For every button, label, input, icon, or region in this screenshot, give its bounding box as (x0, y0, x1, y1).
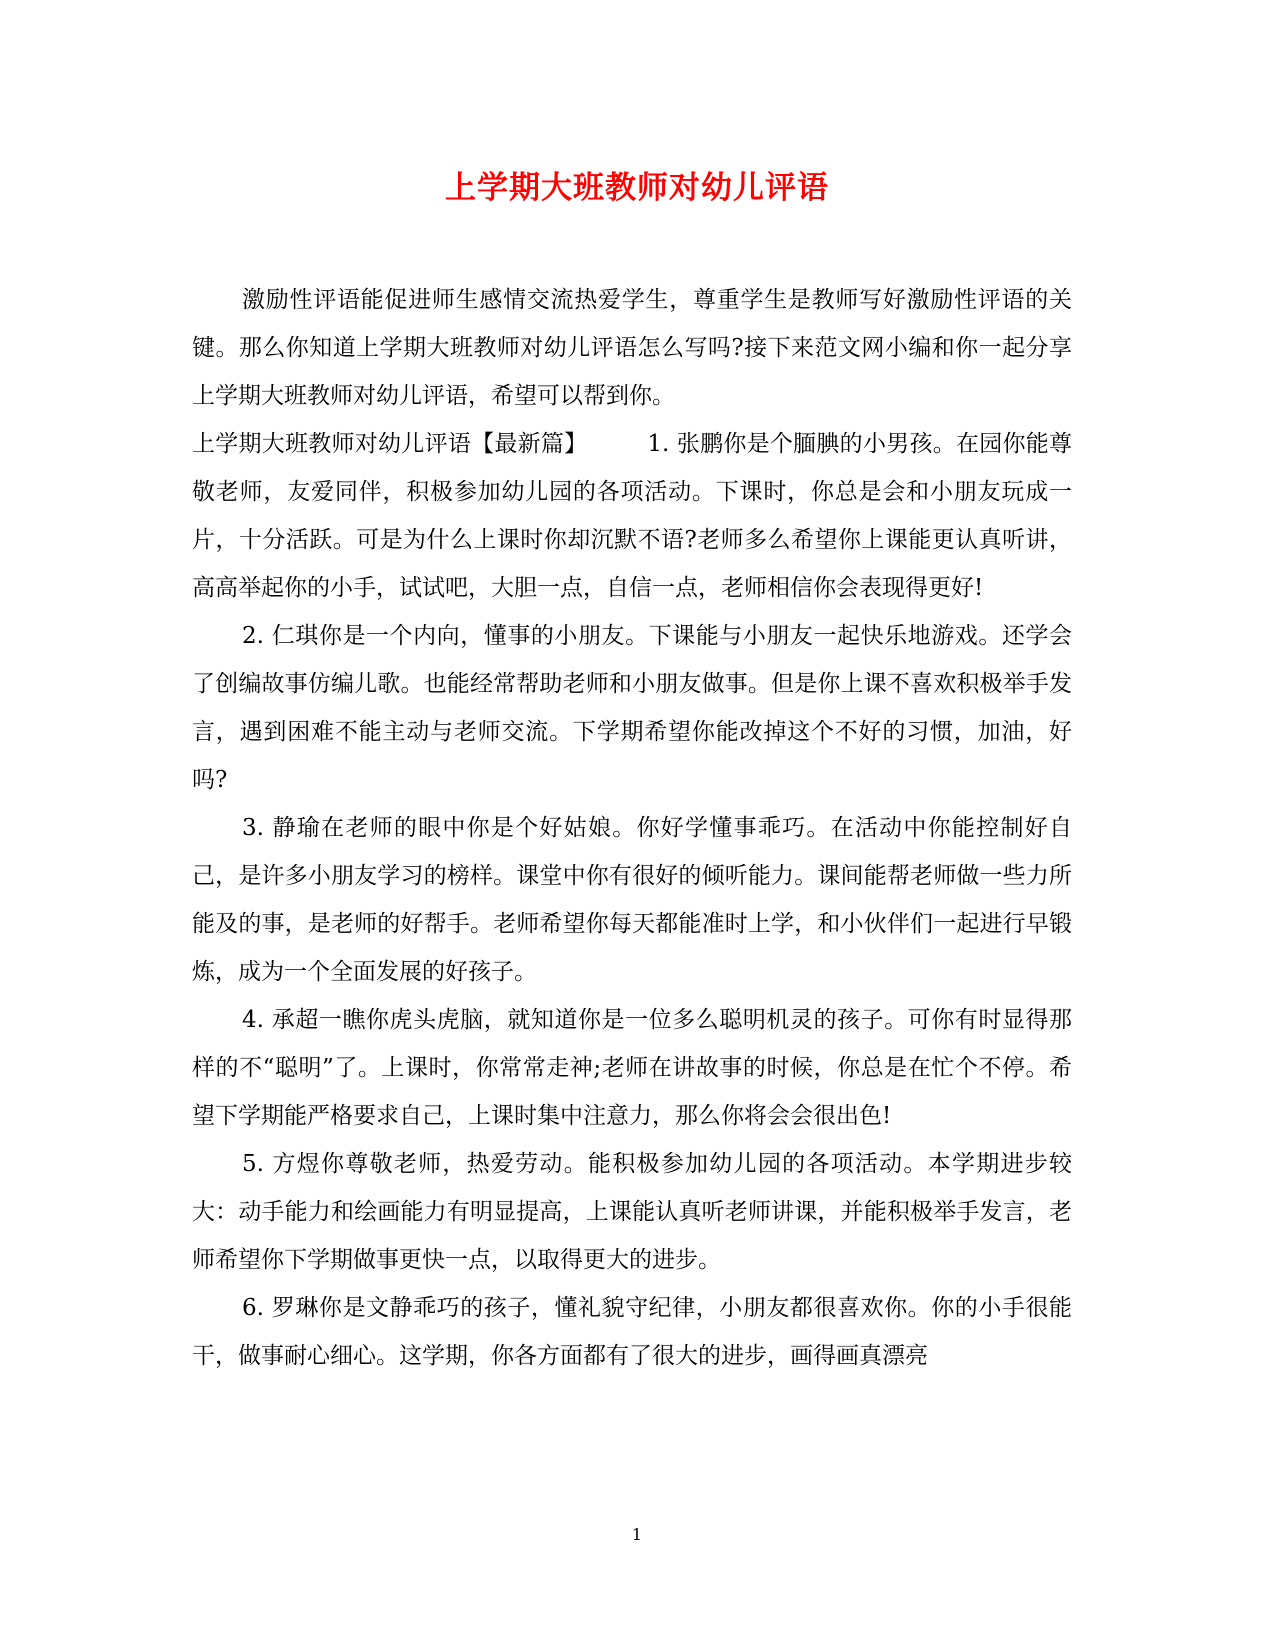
evaluation-item-1: 1. 张鹏你是个腼腆的小男孩。在园你能尊敬老师，友爱同伴，积极参加幼儿园的各项活动。下课时，你总是会和小朋友玩成一片，十分活跃。可是为什么上课时你却沉默不语?老师多么希望你上课能更认真听讲，高高举起你的小手，试试吧，大胆一点，自信一点，老师相信你会表现得更好! (192, 431, 1072, 601)
evaluation-item-4: 4. 承超一瞧你虎头虎脑，就知道你是一位多么聪明机灵的孩子。可你有时显得那样的不“聪明”了。上课时，你常常走神;老师在讲故事的时候，你总是在忙个不停。希望下学期能严格要求自己，上课时集中注意力，那么你将会会很出色! (192, 1007, 1072, 1129)
section-paragraph (192, 420, 1072, 612)
evaluation-item-6: 6. 罗琳你是文静乖巧的孩子，懂礼貌守纪律，小朋友都很喜欢你。你的小手很能干，做事耐心细心。这学期，你各方面都有了很大的进步，画得画真漂亮 (192, 1295, 1072, 1369)
document-body (192, 276, 1072, 1380)
evaluation-item-3: 3. 静瑜在老师的眼中你是个好姑娘。你好学懂事乖巧。在活动中你能控制好自己，是许多小朋友学习的榜样。课堂中你有很好的倾听能力。课间能帮老师做一些力所能及的事，是老师的好帮手。老师希望你每天都能准时上学，和小伙伴们一起进行早锻炼，成为一个全面发展的好孩子。 (192, 815, 1072, 985)
evaluation-item-2: 2. 仁琪你是一个内向，懂事的小朋友。下课能与小朋友一起快乐地游戏。还学会了创编故事仿编儿歌。也能经常帮助老师和小朋友做事。但是你上课不喜欢积极举手发言，遇到困难不能主动与老师交流。下学期希望你能改掉这个不好的习惯，加油，好吗? (192, 623, 1072, 793)
section-heading: 上学期大班教师对幼儿评语【最新篇】 (192, 431, 588, 457)
page-number: 1 (631, 1525, 643, 1544)
document-title: 上学期大班教师对幼儿评语 (445, 170, 829, 206)
intro-paragraph: 激励性评语能促进师生感情交流热爱学生，尊重学生是教师写好激励性评语的关键。那么你知道上学期大班教师对幼儿评语怎么写吗?接下来范文网小编和你一起分享上学期大班教师对幼儿评语，希望可以帮到你。 (192, 287, 1072, 409)
evaluation-item-5: 5. 方煜你尊敬老师，热爱劳动。能积极参加幼儿园的各项活动。本学期进步较大：动手能力和绘画能力有明显提高，上课能认真听老师讲课，并能积极举手发言，老师希望你下学期做事更快一点，以取得更大的进步。 (192, 1151, 1072, 1273)
